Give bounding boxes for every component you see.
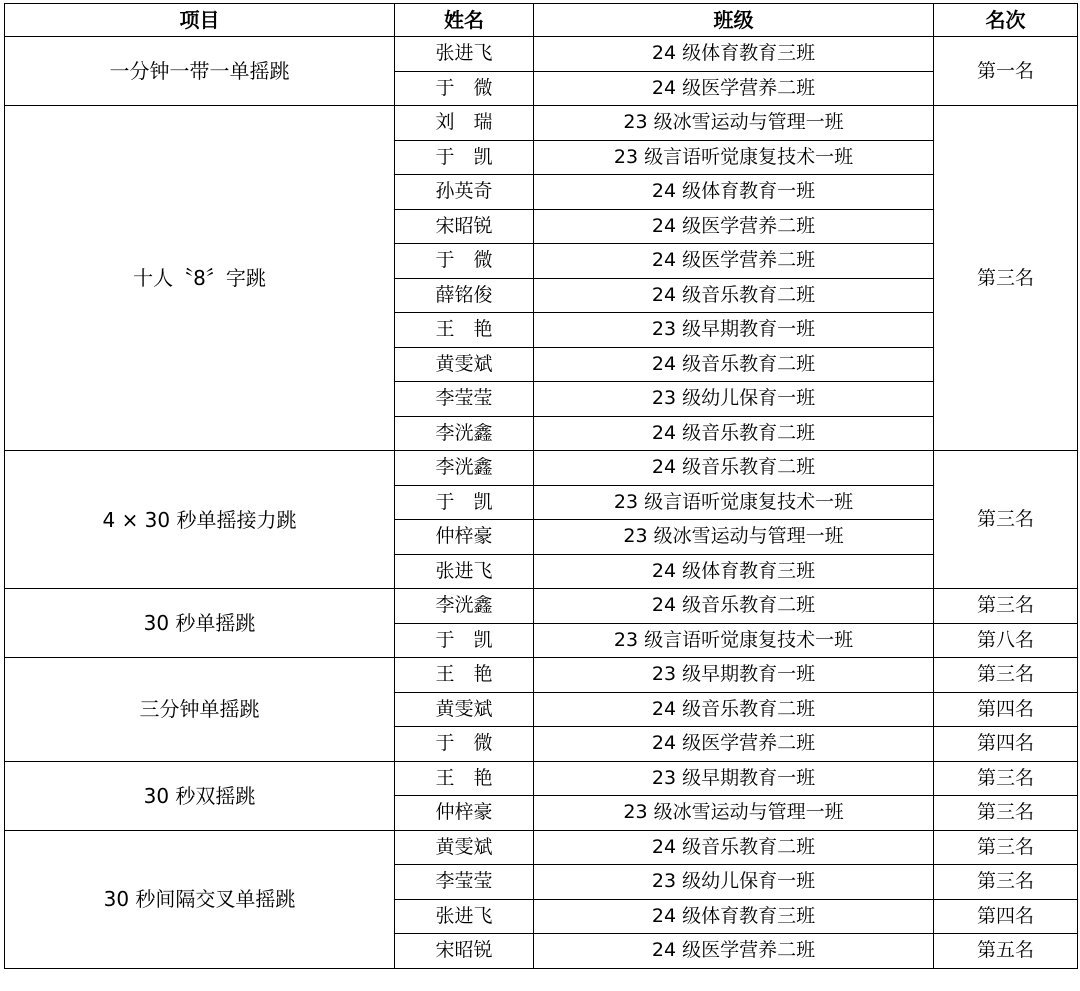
participant-name-cell: 黄雯斌 [395,692,534,727]
rank-cell: 第五名 [934,934,1078,969]
class-cell: 24 级音乐教育二班 [534,451,934,486]
class-cell: 23 级冰雪运动与管理一班 [534,796,934,831]
participant-name-cell: 张进飞 [395,899,534,934]
class-cell: 24 级体育教育三班 [534,37,934,72]
participant-name-cell: 于 凯 [395,623,534,658]
participant-name-cell: 李洸鑫 [395,589,534,624]
class-cell: 23 级早期教育一班 [534,658,934,693]
participant-name-cell: 张进飞 [395,37,534,72]
table-row [5,830,1078,865]
participant-name-cell: 王 艳 [395,658,534,693]
rank-cell: 第四名 [934,727,1078,762]
table-row [5,761,1078,796]
rank-cell: 第三名 [934,451,1078,589]
rank-cell: 第三名 [934,106,1078,451]
event-item-cell: 三分钟单摇跳 [5,658,395,762]
participant-name-cell: 李洸鑫 [395,451,534,486]
class-cell: 24 级医学营养二班 [534,71,934,106]
rank-cell: 第一名 [934,37,1078,106]
rank-cell: 第四名 [934,899,1078,934]
rank-cell: 第三名 [934,761,1078,796]
header-rank: 名次 [934,4,1078,37]
class-cell: 23 级幼儿保育一班 [534,865,934,900]
participant-name-cell: 黄雯斌 [395,830,534,865]
participant-name-cell: 黄雯斌 [395,347,534,382]
participant-name-cell: 于 凯 [395,140,534,175]
participant-name-cell: 李莹莹 [395,382,534,417]
class-cell: 23 级幼儿保育一班 [534,382,934,417]
event-item-cell: 30 秒单摇跳 [5,589,395,658]
event-item-cell: 30 秒双摇跳 [5,761,395,830]
participant-name-cell: 李莹莹 [395,865,534,900]
class-cell: 24 级医学营养二班 [534,727,934,762]
rank-cell: 第三名 [934,658,1078,693]
event-item-cell: 一分钟一带一单摇跳 [5,37,395,106]
results-table [4,3,1078,969]
rank-cell: 第四名 [934,692,1078,727]
rank-cell: 第三名 [934,589,1078,624]
rank-cell: 第八名 [934,623,1078,658]
header-class: 班级 [534,4,934,37]
participant-name-cell: 宋昭锐 [395,209,534,244]
class-cell: 23 级早期教育一班 [534,761,934,796]
rank-cell: 第三名 [934,830,1078,865]
participant-name-cell: 于 微 [395,71,534,106]
class-cell: 24 级医学营养二班 [534,934,934,969]
participant-name-cell: 仲梓豪 [395,796,534,831]
participant-name-cell: 薛铭俊 [395,278,534,313]
header-name: 姓名 [395,4,534,37]
event-item-cell: 十人〝8〞字跳 [5,106,395,451]
rank-cell: 第三名 [934,865,1078,900]
class-cell: 24 级医学营养二班 [534,209,934,244]
class-cell: 23 级冰雪运动与管理一班 [534,520,934,555]
participant-name-cell: 刘 瑞 [395,106,534,141]
participant-name-cell: 于 凯 [395,485,534,520]
table-row [5,37,1078,72]
class-cell: 24 级体育教育一班 [534,175,934,210]
class-cell: 24 级音乐教育二班 [534,830,934,865]
table-row [5,106,1078,141]
participant-name-cell: 张进飞 [395,554,534,589]
participant-name-cell: 王 艳 [395,761,534,796]
participant-name-cell: 仲梓豪 [395,520,534,555]
participant-name-cell: 孙英奇 [395,175,534,210]
class-cell: 23 级言语听觉康复技术一班 [534,623,934,658]
results-body [5,37,1078,969]
class-cell: 24 级音乐教育二班 [534,692,934,727]
participant-name-cell: 于 微 [395,727,534,762]
class-cell: 24 级医学营养二班 [534,244,934,279]
participant-name-cell: 于 微 [395,244,534,279]
class-cell: 23 级言语听觉康复技术一班 [534,140,934,175]
event-item-cell: 4 × 30 秒单摇接力跳 [5,451,395,589]
event-item-cell: 30 秒间隔交叉单摇跳 [5,830,395,968]
table-row [5,589,1078,624]
class-cell: 23 级早期教育一班 [534,313,934,348]
table-row [5,451,1078,486]
class-cell: 23 级言语听觉康复技术一班 [534,485,934,520]
class-cell: 24 级音乐教育二班 [534,416,934,451]
rank-cell: 第三名 [934,796,1078,831]
participant-name-cell: 王 艳 [395,313,534,348]
class-cell: 24 级音乐教育二班 [534,278,934,313]
class-cell: 24 级音乐教育二班 [534,589,934,624]
header-item: 项目 [5,4,395,37]
participant-name-cell: 李洸鑫 [395,416,534,451]
class-cell: 24 级体育教育三班 [534,554,934,589]
header-row [5,4,1078,37]
class-cell: 24 级体育教育三班 [534,899,934,934]
participant-name-cell: 宋昭锐 [395,934,534,969]
class-cell: 23 级冰雪运动与管理一班 [534,106,934,141]
table-row [5,658,1078,693]
class-cell: 24 级音乐教育二班 [534,347,934,382]
